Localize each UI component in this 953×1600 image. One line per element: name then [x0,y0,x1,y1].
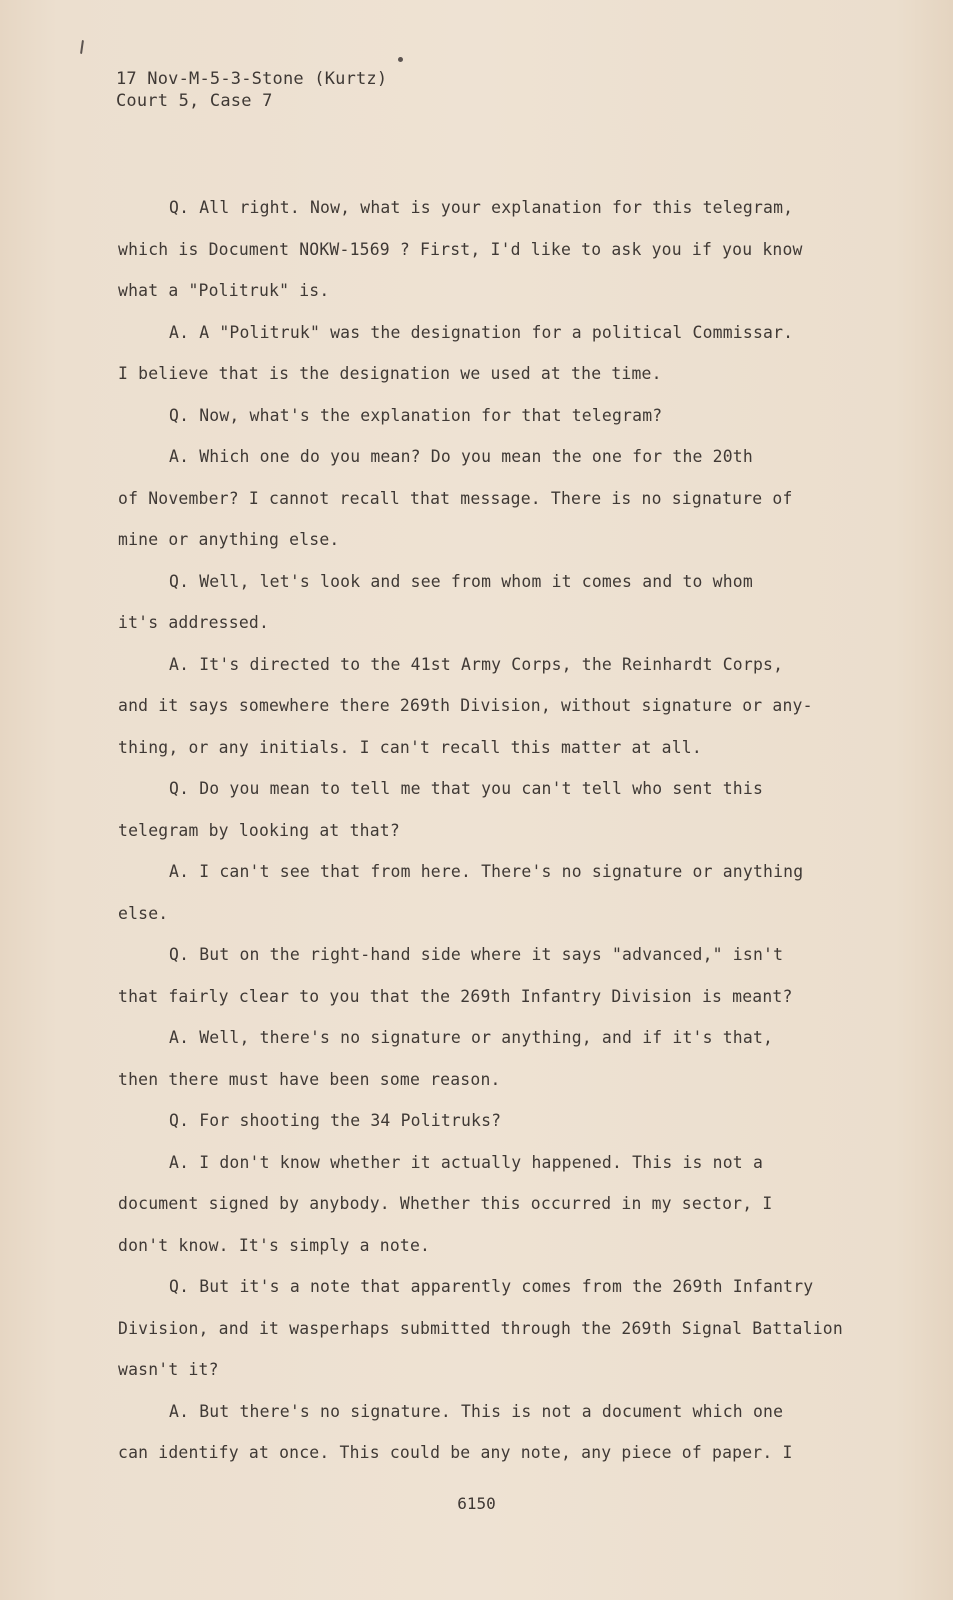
transcript-line: Q. But on the right-hand side where it says "advanced," isn't [169,945,784,964]
page-number: 6150 [457,1494,496,1513]
transcript-line: that fairly clear to you that the 269th Infantry Division is meant? [118,986,793,1006]
transcript-line: which is Document NOKW-1569 ? First, I'd like to ask you if you know [118,239,803,259]
case-header-line-2: Court 5, Case 7 [116,91,273,111]
transcript-line: then there must have been some reason. [118,1069,501,1089]
transcript-line: mine or anything else. [118,530,340,549]
transcript-line: A. But there's no signature. This is not a document which one [169,1401,784,1421]
transcript-line: document signed by anybody. Whether this occurred in my sector, I [118,1194,773,1213]
transcript-body [118,187,848,1474]
transcript-line: wasn't it? [118,1360,219,1379]
transcript-line: don't know. It's simply a note. [118,1235,431,1255]
transcript-line: A. I can't see that from here. There's no signature or anything [169,862,804,881]
transcript-line: Q. For shooting the 34 Politruks? [169,1111,502,1130]
transcript-line: else. [118,903,169,923]
transcript-line: I believe that is the designation we used at the time. [118,364,662,383]
transcript-line: Division, and it wasperhaps submitted through the 269th Signal Battalion [118,1318,843,1338]
transcript-line: and it says somewhere there 269th Division, without signature or any- [118,696,813,715]
transcript-line: it's addressed. [118,613,270,632]
transcript-line: Q. All right. Now, what is your explanation for this telegram, [169,198,794,217]
transcript-line: A. I don't know whether it actually happened. This is not a [169,1152,764,1172]
case-header [116,68,387,112]
transcript-line: Q. Well, let's look and see from whom it comes and to whom [169,571,753,591]
transcript-line: what a "Politruk" is. [118,281,330,300]
transcript-line: A. Which one do you mean? Do you mean the one for the 20th [169,447,753,466]
transcript-line: of November? I cannot recall that message. There is no signature of [118,488,793,508]
transcript-line: Q. Now, what's the explanation for that telegram? [169,405,663,425]
transcript-line: telegram by looking at that? [118,820,400,840]
case-header-line-1: 17 Nov-M-5-3-Stone (Kurtz) [116,69,388,89]
transcript-line: A. A "Politruk" was the designation for a political Commissar. [169,322,794,342]
ink-dot [398,57,403,62]
transcript-line: Q. But it's a note that apparently comes from the 269th Infantry [169,1277,814,1296]
transcript-line: Q. Do you mean to tell me that you can't tell who sent this [169,779,764,798]
transcript-line: can identify at once. This could be any note, any piece of paper. I [118,1443,793,1462]
transcript-line: A. Well, there's no signature or anything, and if it's that, [169,1028,774,1047]
ink-mark [80,40,84,54]
transcript-line: thing, or any initials. I can't recall this matter at all. [118,737,702,757]
transcript-line: A. It's directed to the 41st Army Corps, the Reinhardt Corps, [169,654,784,674]
